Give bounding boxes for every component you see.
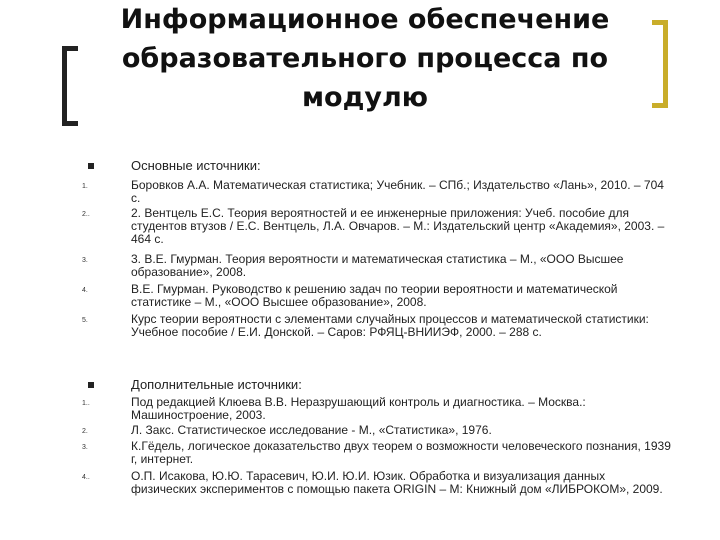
- item-text: Боровков А.А. Математическая статистика; Учебник. – СПб.; Издательство «Лань», 2010. – 704 с.: [131, 178, 664, 205]
- item-number: 1.: [82, 183, 88, 190]
- item-number: 3.: [82, 257, 88, 264]
- title-line: модулю: [301, 82, 429, 113]
- item-text: 2. Вентцель Е.С. Теория вероятностей и ее инженерные приложения: Учеб. пособие для студентов втузов / Е.С. Вентцель, Л.А. Овчаров. – М.: Издательский центр «Академия», 2003. – 464 с.: [131, 206, 665, 246]
- item-number: 5.: [82, 317, 88, 324]
- item-number: 2.: [82, 428, 88, 435]
- left-bracket-decoration: [62, 46, 78, 126]
- extra-sources-heading-row: [0, 376, 720, 394]
- item-number: 4..: [82, 474, 90, 481]
- square-bullet-icon: [88, 163, 94, 169]
- item-number: 3.: [82, 444, 88, 451]
- item-text: К.Гёдель, логическое доказательство двух теорем о возможности человеческого познания, 1939 г, интернет.: [131, 439, 671, 466]
- main-sources-heading: Основные источники:: [131, 158, 261, 173]
- item-text: 3. В.Е. Гмурман. Теория вероятности и математическая статистика – М., «ООО Высшее образование», 2008.: [131, 252, 624, 279]
- item-text: Л. Закс. Статистическое исследование - М., «Статистика», 1976.: [131, 423, 492, 437]
- item-number: 2..: [82, 211, 90, 218]
- item-text: Курс теории вероятности с элементами случайных процессов и математической статистики: Учебное пособие / Е.И. Донской. – Саров: РФЯЦ-ВНИИЭФ, 2000. – 288 с.: [131, 312, 649, 339]
- item-text: Под редакцией Клюева В.В. Неразрушающий контроль и диагностика. – Москва.: Машиностроение, 2003.: [131, 395, 586, 422]
- item-number: 1..: [82, 400, 90, 407]
- title-line: образовательного процесса по: [121, 43, 609, 74]
- right-bracket-decoration: [652, 20, 668, 108]
- item-text: О.П. Исакова, Ю.Ю. Тарасевич, Ю.И. Ю.И. Юзик. Обработка и визуализация данных физических экспериментов с помощью пакета ORIGIN – М: Книжный дом «ЛИБРОКОМ», 2009.: [131, 469, 663, 496]
- square-bullet-icon: [88, 382, 94, 388]
- slide-title: [80, 0, 650, 117]
- title-line: Информационное обеспечение: [120, 4, 610, 35]
- item-number: 4.: [82, 287, 88, 294]
- item-text: В.Е. Гмурман. Руководство к решению задач по теории вероятности и математической статистике – М., «ООО Высшее образование», 2008.: [131, 282, 618, 309]
- extra-sources-heading: Дополнительные источники:: [131, 377, 302, 392]
- main-sources-heading-row: [0, 157, 720, 175]
